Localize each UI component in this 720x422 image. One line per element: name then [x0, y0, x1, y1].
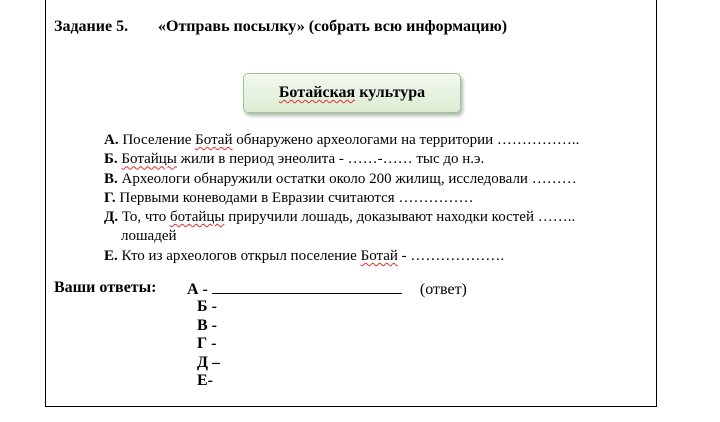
answer-list: [197, 298, 220, 391]
question-text: Кто из археологов открыл поселение Ботай - ……………….: [121, 247, 505, 264]
question-letter: Г.: [104, 189, 116, 206]
question-d: [104, 208, 579, 227]
topic-word-1: Ботайская: [278, 84, 356, 101]
question-list: [104, 131, 579, 266]
question-text: То, что ботайцы приручили лошадь, доказывают находки костей ……..: [121, 209, 576, 226]
answer-e: Е-: [197, 372, 213, 389]
question-e: [104, 247, 579, 266]
answer-note: (ответ): [419, 281, 467, 298]
answer-a-row: [187, 279, 467, 299]
question-d-continuation: [104, 227, 579, 246]
question-letter: А.: [104, 132, 119, 148]
misspelled-word: Ботайцы: [121, 151, 177, 168]
answer-b: Б -: [197, 298, 217, 315]
question-v: [104, 170, 579, 189]
question-a: [104, 131, 579, 150]
misspelled-word: Ботай: [360, 247, 398, 264]
misspelled-word: Ботай: [195, 132, 233, 148]
misspelled-word: ботайцы: [170, 209, 225, 226]
task-number: Задание 5.: [54, 18, 129, 35]
answer-blank-line[interactable]: [212, 279, 402, 294]
task-header: [54, 18, 507, 36]
answers-label: Ваши ответы:: [54, 279, 157, 296]
question-letter: В.: [104, 170, 118, 187]
topic-box: [243, 73, 461, 113]
question-letter: Е.: [104, 247, 118, 264]
question-letter: Д.: [104, 209, 119, 226]
answer-v: В -: [197, 316, 217, 334]
question-text: Ботайцы жили в период энеолита - ……-…… тыс до н.э.: [121, 151, 485, 168]
question-text: Первыми коневодами в Евразии считаются ……………: [119, 189, 474, 206]
question-text: лошадей: [121, 228, 177, 245]
answer-a-letter: А -: [187, 281, 208, 298]
topic-word-2: культура: [359, 84, 426, 101]
answer-d: Д –: [197, 353, 221, 371]
question-b: [104, 150, 579, 169]
answer-g: Г -: [197, 335, 217, 352]
question-letter: Б.: [104, 151, 118, 168]
question-text: Археологи обнаружили остатки около 200 жилищ, исследовали ………: [121, 170, 577, 187]
question-g: [104, 189, 579, 208]
question-text: Поселение Ботай обнаружено археологами на территории ……………..: [122, 132, 580, 148]
task-title: «Отправь посылку» (собрать всю информацию): [158, 18, 508, 35]
